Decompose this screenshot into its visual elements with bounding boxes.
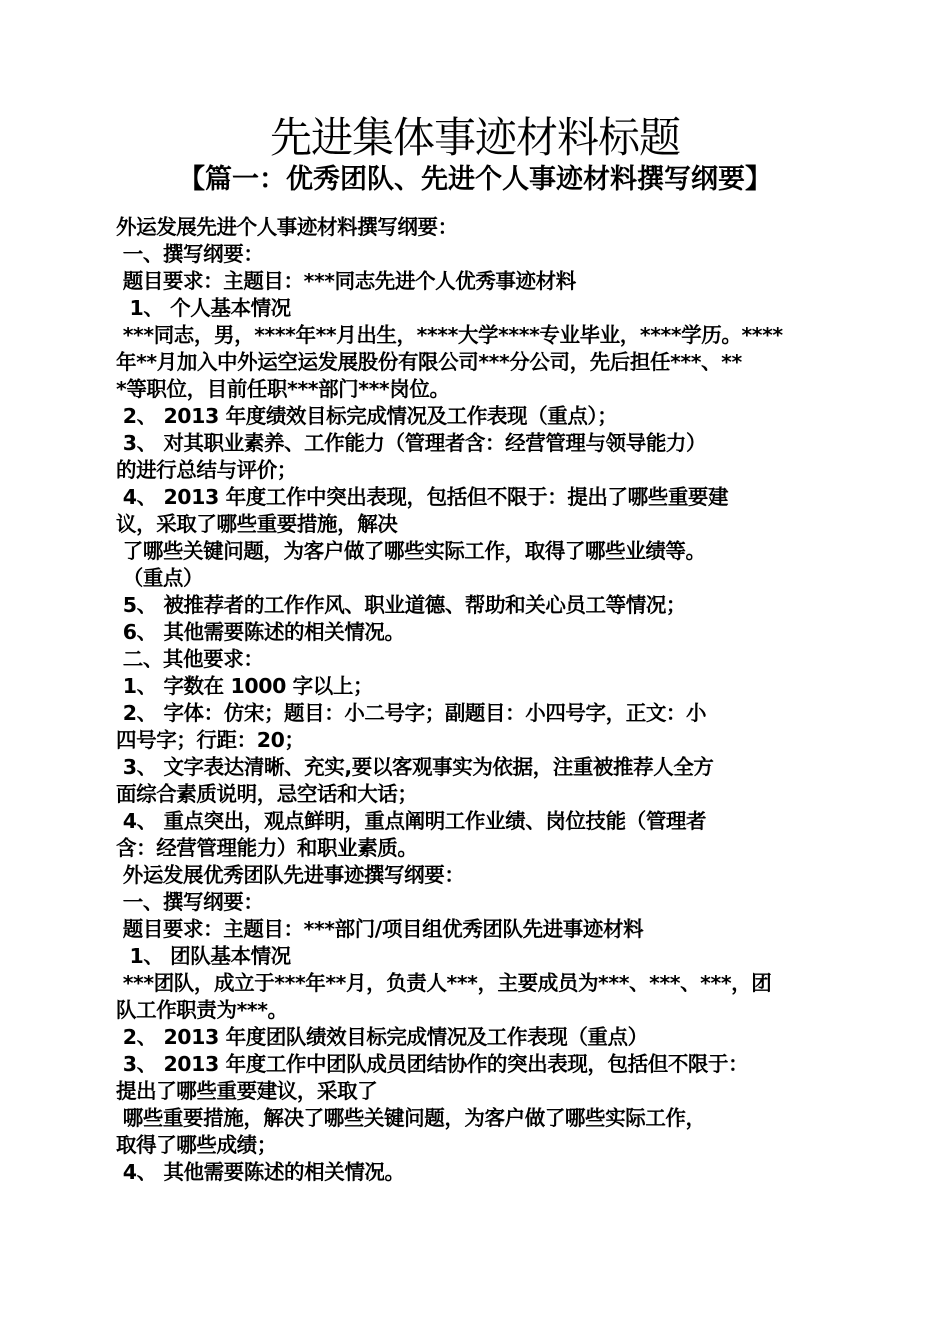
- text-line: *等职位，目前任职***部门***岗位。: [116, 377, 450, 401]
- text-line: 取得了哪些成绩；: [116, 1133, 277, 1157]
- text-line: 一、撰写纲要：: [116, 242, 264, 266]
- text-line: 1、 字数在 1000 字以上；: [116, 674, 374, 698]
- text-line: 的进行总结与评价；: [116, 458, 297, 482]
- text-line: 哪些重要措施，解决了哪些关键问题，为客户做了哪些实际工作，: [116, 1106, 706, 1130]
- text-line: 4、 2013 年度工作中突出表现，包括但不限于：提出了哪些重要建: [116, 485, 729, 509]
- text-line: 3、 对其职业素养、工作能力（管理者含：经营管理与领导能力）: [116, 431, 707, 455]
- text-line: 议，采取了哪些重要措施，解决: [116, 512, 398, 536]
- text-line: 3、 2013 年度工作中团队成员团结协作的突出表现，包括但不限于：: [116, 1052, 749, 1076]
- text-line: 3、 文字表达清晰、充实,要以客观事实为依据，注重被推荐人全方: [116, 755, 714, 779]
- text-line: 面综合素质说明，忌空话和大话；: [116, 782, 418, 806]
- text-line: ***同志，男，****年**月出生，****大学****专业毕业，****学历。****: [116, 323, 783, 347]
- text-line: 年**月加入中外运空运发展股份有限公司***分公司，先后担任***、**: [116, 350, 742, 374]
- text-line: 外运发展优秀团队先进事迹撰写纲要：: [116, 863, 465, 887]
- text-line: ***团队，成立于***年**月，负责人***，主要成员为***、***、***，团: [116, 971, 772, 995]
- text-line: 外运发展先进个人事迹材料撰写纲要：: [116, 215, 458, 239]
- text-line: 1、 个人基本情况: [116, 296, 291, 320]
- text-line: 4、 其他需要陈述的相关情况。: [116, 1160, 405, 1184]
- text-line: 提出了哪些重要建议，采取了: [116, 1079, 378, 1103]
- text-line: 6、 其他需要陈述的相关情况。: [116, 620, 405, 644]
- text-line: 题目要求：主题目：***同志先进个人优秀事迹材料: [116, 269, 576, 293]
- text-line: 5、 被推荐者的工作作风、职业道德、帮助和关心员工等情况；: [116, 593, 687, 617]
- text-line: 队工作职责为***。: [116, 998, 288, 1022]
- text-line: 题目要求：主题目：***部门/项目组优秀团队先进事迹材料: [116, 917, 644, 941]
- text-line: 2、 2013 年度绩效目标完成情况及工作表现（重点）；: [116, 404, 618, 428]
- text-line: 1、 团队基本情况: [116, 944, 291, 968]
- text-line: （重点）: [116, 566, 204, 590]
- text-line: 一、撰写纲要：: [116, 890, 264, 914]
- text-line: 2、 字体：仿宋；题目：小二号字；副题目：小四号字，正文：小: [116, 701, 707, 725]
- document-body: [116, 214, 838, 1186]
- document-title: 先进集体事迹材料标题: [269, 113, 680, 162]
- text-line: 二、其他要求：: [116, 647, 264, 671]
- text-line: 2、 2013 年度团队绩效目标完成情况及工作表现（重点）: [116, 1025, 648, 1049]
- text-line: 四号字；行距：20；: [116, 728, 305, 752]
- document-subtitle: 【篇一：优秀团队、先进个人事迹材料撰写纲要】: [178, 164, 772, 195]
- text-line: 含：经营管理能力）和职业素质。: [116, 836, 418, 860]
- text-line: 4、 重点突出，观点鲜明，重点阐明工作业绩、岗位技能（管理者: [116, 809, 707, 833]
- text-line: 了哪些关键问题，为客户做了哪些实际工作，取得了哪些业绩等。: [116, 539, 706, 563]
